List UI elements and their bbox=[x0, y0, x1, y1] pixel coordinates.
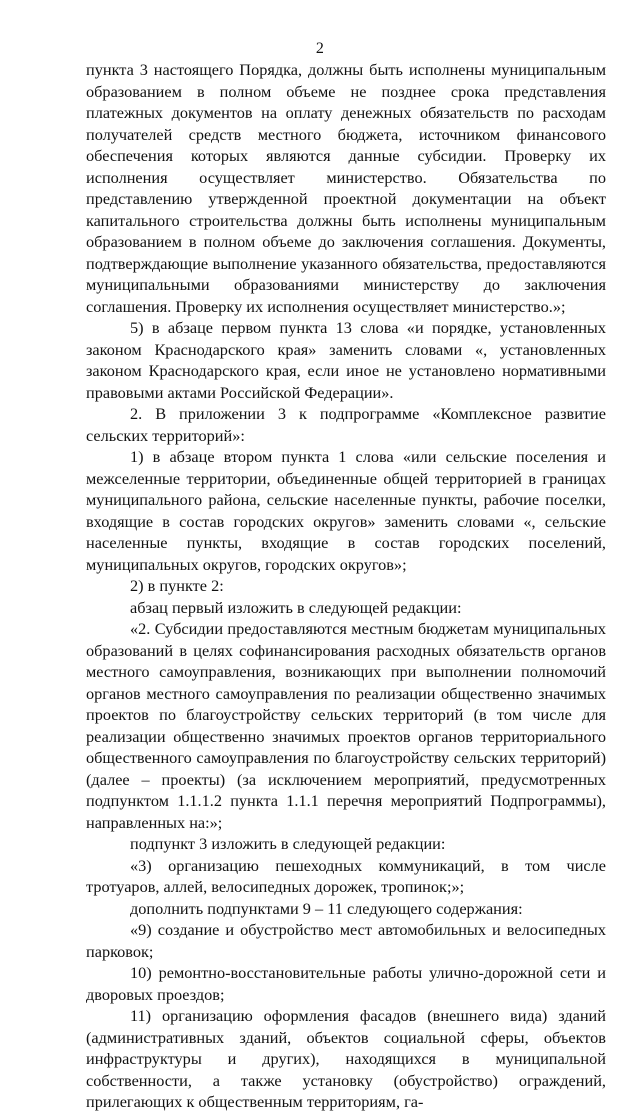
paragraph: 10) ремонтно-восстановительные работы улично-дорожной сети и дворовых проездов; bbox=[86, 963, 606, 1004]
paragraph: «2. Субсидии предоставляются местным бюджетам муниципальных образований в целях софинансирования расходных обязательств органов местного самоуправления, возникающих при выполнении полномочий органов местного самоуправления по реализации общественно значимых проектов по благоустройству сельских территорий (в том числе для реализации общественно значимых проектов органов территориального общественного самоуправления по благоустройству сельских территорий) (далее – проекты) (за исключением мероприятий, предусмотренных подпунктом 1.1.1.2 пункта 1.1.1 перечня мероприятий Подпрограммы), направленных на:»; bbox=[86, 619, 606, 832]
paragraph: «3) организацию пешеходных коммуникаций, в том числе тротуаров, аллей, велосипедных дорожек, тропинок;»; bbox=[86, 855, 606, 896]
paragraph: 5) в абзаце первом пункта 13 слова «и порядке, установленных законом Краснодарского края» заменить словами «, установленных законом Краснодарского края, если иное не установлено нормативными правовыми актами Российской Федерации». bbox=[86, 318, 606, 402]
document-body bbox=[86, 59, 606, 1113]
paragraph: абзац первый изложить в следующей редакции: bbox=[130, 597, 462, 617]
paragraph: пункта 3 настоящего Порядка, должны быть исполнены муниципальным образованием в полном объеме не позднее срока представления платежных документов на оплату денежных обязательств по расходам получателей средств местного бюджета, источником финансового обеспечения которых являются данные субсидии. Проверку их исполнения осуществляет министерство. Обязательства по представлению утвержденной проектной документации на объект капитального строительства должны быть исполнены муниципальным образованием в полном объеме до заключения соглашения. Документы, подтверждающие выполнение указанного обязательства, предоставляются муниципальными образованиями министерству до заключения соглашения. Проверку их исполнения осуществляет министерство.»; bbox=[86, 60, 606, 316]
page-number: 2 bbox=[315, 40, 325, 57]
paragraph: подпункт 3 изложить в следующей редакции: bbox=[130, 834, 446, 853]
paragraph: 2) в пункте 2: bbox=[130, 576, 224, 595]
paragraph: «9) создание и обустройство мест автомобильных и велосипедных парковок; bbox=[86, 920, 606, 961]
paragraph: дополнить подпунктами 9 – 11 следующего содержания: bbox=[130, 898, 523, 918]
paragraph: 2. В приложении 3 к подпрограмме «Комплексное развитие сельских территорий»: bbox=[86, 404, 606, 445]
paragraph: 1) в абзаце втором пункта 1 слова «или сельские поселения и межселенные территории, объединенные общей территорией в границах муниципального района, сельские населенные пункты, рабочие поселки, входящие в состав городских округов» заменить словами «, сельские населенные пункты, входящие в состав городских поселений, муниципальных округов, городских округов»; bbox=[86, 447, 606, 574]
paragraph: 11) организацию оформления фасадов (внешнего вида) зданий (административных зданий, объектов социальной сферы, объектов инфраструктуры и других), находящихся в муниципальной собственности, а также установку (обустройство) ограждений, прилегающих к общественным территориям, га- bbox=[86, 1006, 606, 1111]
